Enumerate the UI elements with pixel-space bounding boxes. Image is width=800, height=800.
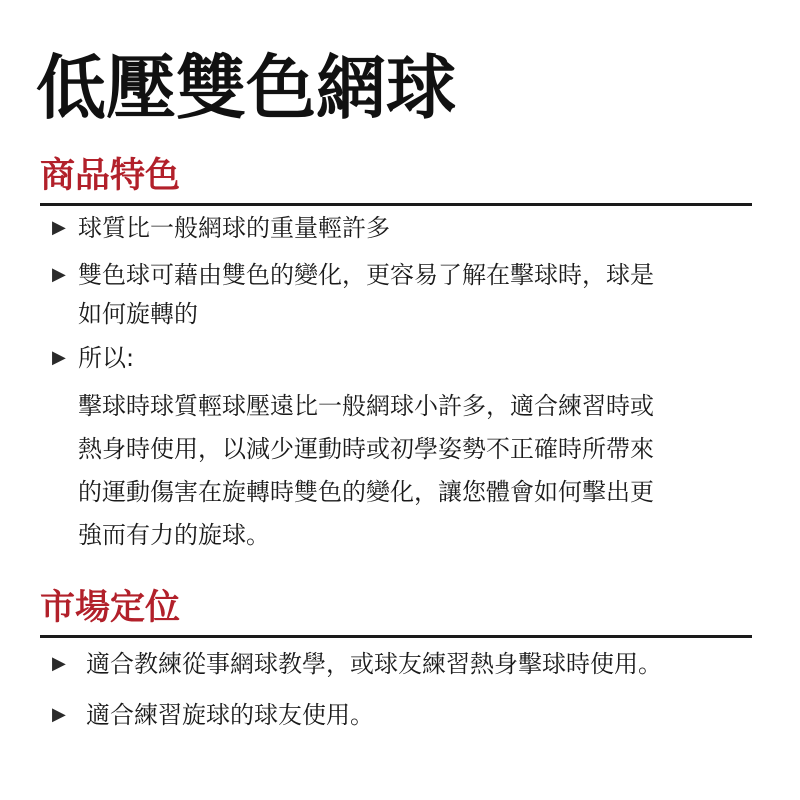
feature-paragraph-line: 擊球時球質輕球壓遠比一般網球小許多，適合練習時或: [78, 392, 654, 420]
section-divider: [40, 203, 752, 206]
positioning-item: [52, 646, 762, 682]
feature-item-text: 所以:: [78, 344, 135, 372]
positioning-item: [52, 697, 762, 733]
triangle-right-icon: ▶: [52, 704, 66, 725]
feature-item: [52, 257, 762, 293]
section-divider: [40, 635, 752, 638]
section-heading-features: 商品特色: [40, 155, 181, 196]
feature-item: [52, 210, 762, 246]
triangle-right-icon: ▶: [52, 217, 66, 238]
feature-paragraph-line: 的運動傷害在旋轉時雙色的變化，讓您體會如何擊出更: [78, 478, 654, 506]
positioning-item-text: 適合教練從事網球教學，或球友練習熱身擊球時使用。: [86, 650, 662, 678]
feature-paragraph-line: 強而有力的旋球。: [78, 521, 270, 549]
section-heading-positioning: 市場定位: [40, 587, 181, 628]
feature-item: [52, 340, 762, 376]
triangle-right-icon: ▶: [52, 653, 66, 674]
triangle-right-icon: ▶: [52, 347, 66, 368]
feature-item-text: 球質比一般網球的重量輕許多: [78, 214, 390, 242]
feature-item-text: 雙色球可藉由雙色的變化，更容易了解在擊球時，球是: [78, 261, 654, 289]
positioning-item-text: 適合練習旋球的球友使用。: [86, 701, 374, 729]
page-title: 低壓雙色網球: [36, 46, 456, 129]
triangle-right-icon: ▶: [52, 264, 66, 285]
feature-paragraph-line: 熱身時使用，以減少運動時或初學姿勢不正確時所帶來: [78, 435, 654, 463]
feature-item-continuation: 如何旋轉的: [78, 300, 198, 328]
